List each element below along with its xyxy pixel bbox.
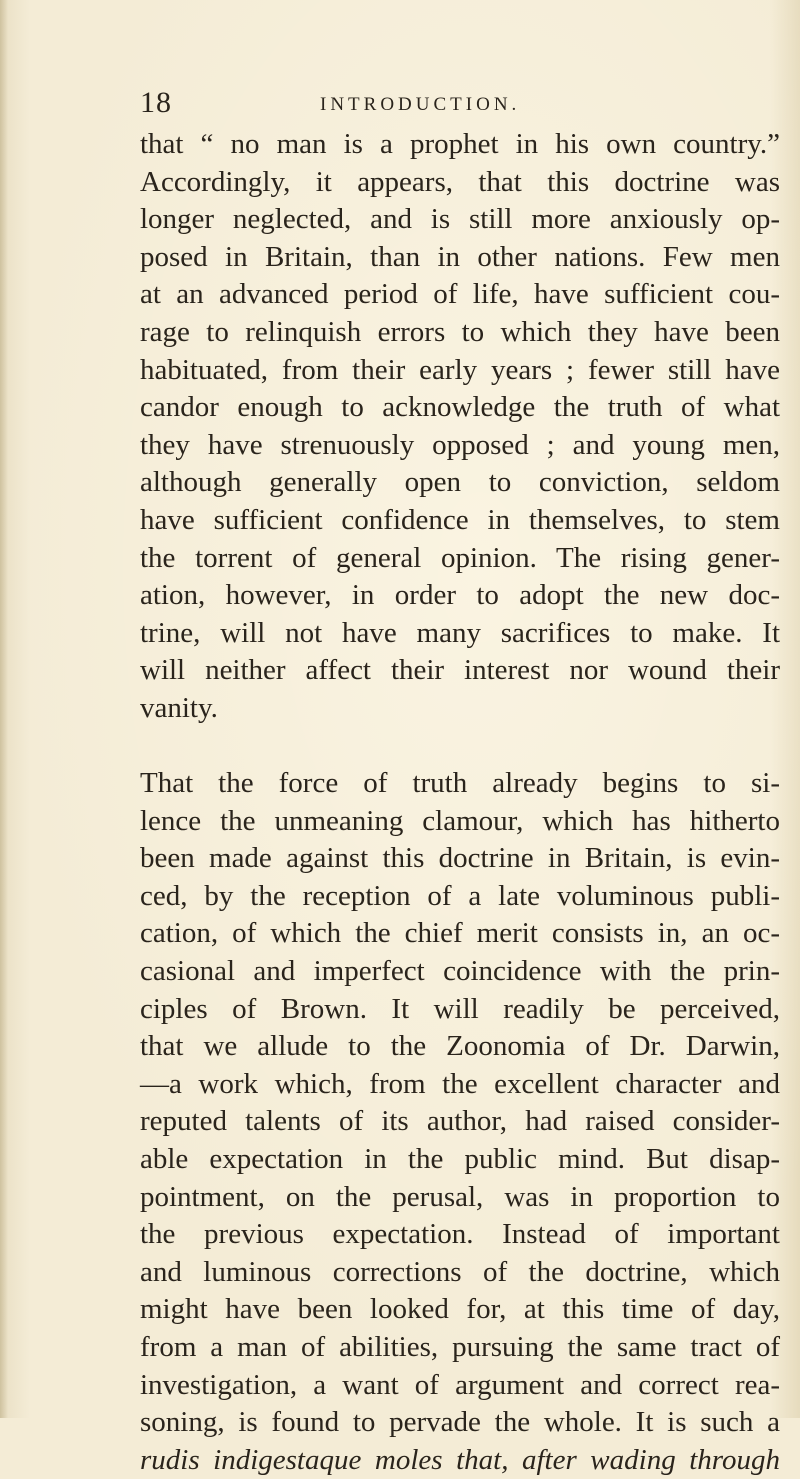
paragraph-2 [140, 765, 780, 1479]
text-line: lence the unmeaning clamour, which has hitherto [140, 804, 780, 837]
text-line: ced, by the reception of a late voluminous publi- [140, 879, 780, 912]
text-line: might have been looked for, at this time of day, [140, 1293, 780, 1326]
text-line: the previous expectation. Instead of important [140, 1218, 780, 1251]
text-line: —a work which, from the excellent character and [140, 1067, 780, 1100]
text-line: at an advanced period of life, have sufficient cou- [140, 278, 780, 311]
paragraph-gap [140, 728, 780, 766]
text-line: ciples of Brown. It will readily be perceived, [140, 992, 780, 1025]
text-line: they have strenuously opposed ; and young men, [140, 428, 780, 461]
text-line: pointment, on the perusal, was in proportion to [140, 1180, 780, 1213]
text-line: reputed talents of its author, had raised consider- [140, 1105, 780, 1138]
text-line: longer neglected, and is still more anxiously op- [140, 203, 780, 236]
running-head: INTRODUCTION. [320, 94, 521, 115]
page-header [140, 86, 700, 122]
text-line: Accordingly, it appears, that this doctrine was [140, 165, 780, 198]
text-line: posed in Britain, than in other nations. Few men [140, 240, 780, 273]
text-line: that “ no man is a prophet in his own country.” [140, 128, 780, 160]
text-line: from a man of abilities, pursuing the same tract of [140, 1331, 780, 1363]
text-line: have sufficient confidence in themselves, to stem [140, 503, 780, 536]
text-line: investigation, a want of argument and correct rea- [140, 1368, 780, 1401]
text-line: casional and imperfect coincidence with the prin- [140, 955, 780, 988]
text-line: the torrent of general opinion. The rising gener- [140, 541, 780, 574]
text-line: rudis indigestaque moles that, after wading through [140, 1443, 780, 1476]
text-line: habituated, from their early years ; fewer still have [140, 353, 780, 386]
page-number: 18 [140, 86, 172, 119]
paragraph-1 [140, 126, 780, 728]
text-line: although generally open to conviction, seldom [140, 466, 780, 499]
text-line: trine, will not have many sacrifices to make. It [140, 616, 780, 649]
text-line: and luminous corrections of the doctrine, which [140, 1255, 780, 1288]
text-line: candor enough to acknowledge the truth of what [140, 391, 780, 424]
text-line: able expectation in the public mind. But disap- [140, 1143, 780, 1176]
text-line: That the force of truth already begins to si- [140, 767, 780, 800]
text-line: cation, of which the chief merit consists in, an oc- [140, 917, 780, 950]
body-text [140, 126, 780, 1479]
text-line: ation, however, in order to adopt the new doc- [140, 579, 780, 612]
text-line: vanity. [140, 691, 218, 724]
text-line: will neither affect their interest nor wound their [140, 654, 780, 687]
text-line: soning, is found to pervade the whole. It is such a [140, 1406, 780, 1439]
text-line: rage to relinquish errors to which they have been [140, 315, 780, 348]
text-line: been made against this doctrine in Britain, is evin- [140, 842, 780, 875]
text-line: that we allude to the Zoonomia of Dr. Darwin, [140, 1030, 780, 1063]
page-edge-shadow [0, 0, 8, 1418]
